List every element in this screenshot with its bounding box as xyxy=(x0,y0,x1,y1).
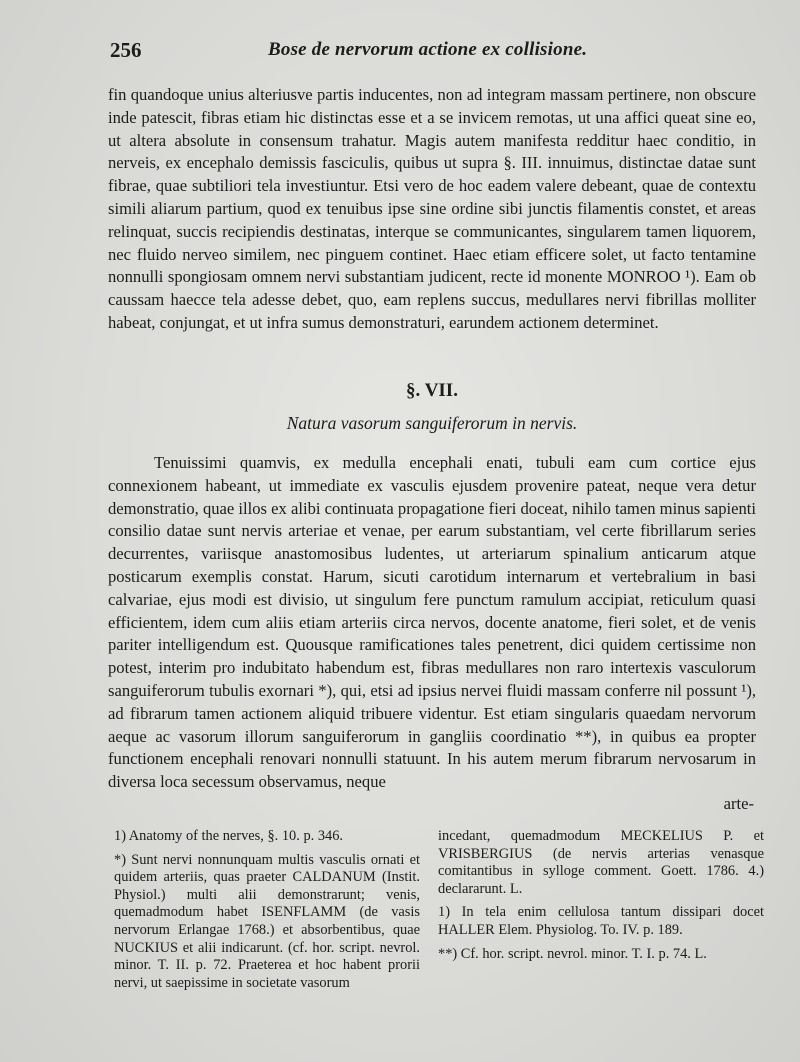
footnotes-left-column xyxy=(114,828,420,998)
section-subtitle: Natura vasorum sanguiferorum in nervis. xyxy=(286,413,578,433)
page-header xyxy=(108,34,760,64)
footnote: 1) Anatomy of the nerves, §. 10. p. 346. xyxy=(114,828,344,844)
running-title: Bose de nervorum actione ex collisione. xyxy=(268,39,588,60)
footnote: **) Cf. hor. script. nevrol. minor. T. I. p. 74. L. xyxy=(438,945,707,962)
footnote-continued: incedant, quemadmodum MECKELIUS P. et VRISBERGIUS (de nervis arterias venasque comitantibus in sylloge comment. Goett. 1786. 4.) declararunt. L. xyxy=(438,828,764,897)
section-paragraph: Tenuissimi quamvis, ex medulla encephali enati, tubuli eam cum cortice ejus connexionem habeant, ut immediate ex vasculis ejusdem provenire pateat, neque vera detur demonstratio, quae illos ex alibi continuata propagatione fieri doceat, nihilo tamen minus sapienti consilio datae sunt nervis arteriae et venae, per earum substantiam, vel certe fibrillarum series decurrentes, variisque anastomosibus ludentes, ut arteriarum spinalium anticarum atque posticarum exemplis constat. Harum, sicuti carotidum internarum et vertebralium in basi calvariae, ejus modi est divisio, ut singulum fere punctum ramulum accipiat, reticulum quasi efficientem, idem cum aliis etiam arteriis circa nervos, docente anatome, fieri solet, et de venis pariter intelligendum est. Quousque ramificationes tales penetrent, dici quidem certissime non potest, interim pro indubitato habendum est, fibras medullares non raro intertexis vasculorum sanguiferorum tubulis exornari *), qui, etsi ad ipsius nervei fluidi massam conferre nil possunt ¹), ad fibrarum tamen actionem aliquid tribuere videntur. Est etiam singularis quaedam nervorum aeque ac vasorum illorum sanguiferorum in gangliis coordinatio **), in quibus ea propter functionem encephali renovari nonnulli statuunt. In his autem merum fibrarum nervosarum in diversa loca secessum observamus, neque xyxy=(108,453,756,792)
section-heading: §. VII. xyxy=(406,380,458,401)
footnote: *) Sunt nervi nonnunquam multis vasculis ornati et quidem arteriis, quas praeter CALDANUM (Instit. Physiol.) multi alii demonstrarunt; venis, quemadmodum habet ISENFLAMM (de vasis nervorum Erlangae 1768.) et absorbentibus, quae NUCKIUS et alii indicarunt. (cf. hor. script. nevrol. minor. T. II. p. 72. Praeterea et hoc habent prorii nervi, ut saepissime in societate vasorum xyxy=(114,851,420,991)
catchword: arte- xyxy=(723,794,754,813)
page-number: 256 xyxy=(110,38,142,62)
footnote: 1) In tela enim cellulosa tantum dissipari docet HALLER Elem. Physiolog. To. IV. p. 189. xyxy=(438,904,764,938)
footnotes-right-column xyxy=(438,828,764,969)
paragraph-continued: fin quandoque unius alteriusve partis inducentes, non ad integram massam pertinere, non obscure inde patescit, fibras etiam hic distinctas esse et a se invicem remotas, ut una affici queat sine eo, ut altera absolute in consensum trahatur. Magis autem manifesta redditur haec conditio, in nerveis, ex encephalo demissis fasciculis, quibus ut supra §. III. innuimus, distinctae datae sunt fibrae, quae subtiliori tela investiuntur. Etsi vero de hoc eadem valere debeant, quae de contextu simili aliarum partium, quod ex tenuibus ipse sine ordine sibi junctis filamentis constet, et areas relinquat, succis recipiendis destinatas, interque se communicantes, singularem tamen liquorem, nec fluido nerveo similem, nec pinguem continet. Haec etiam efficere solet, ut facto tentamine nonnulli spongiosam omnem nervi substantiam judicent, recte id monente MONROO ¹). Eam ob caussam haecce tela adesse debet, quo, eam replens succus, medullares nervi fibrillas molliter habeat, conjungat, et ut infra sumus demonstraturi, earundem actionem determinet. xyxy=(108,85,756,332)
